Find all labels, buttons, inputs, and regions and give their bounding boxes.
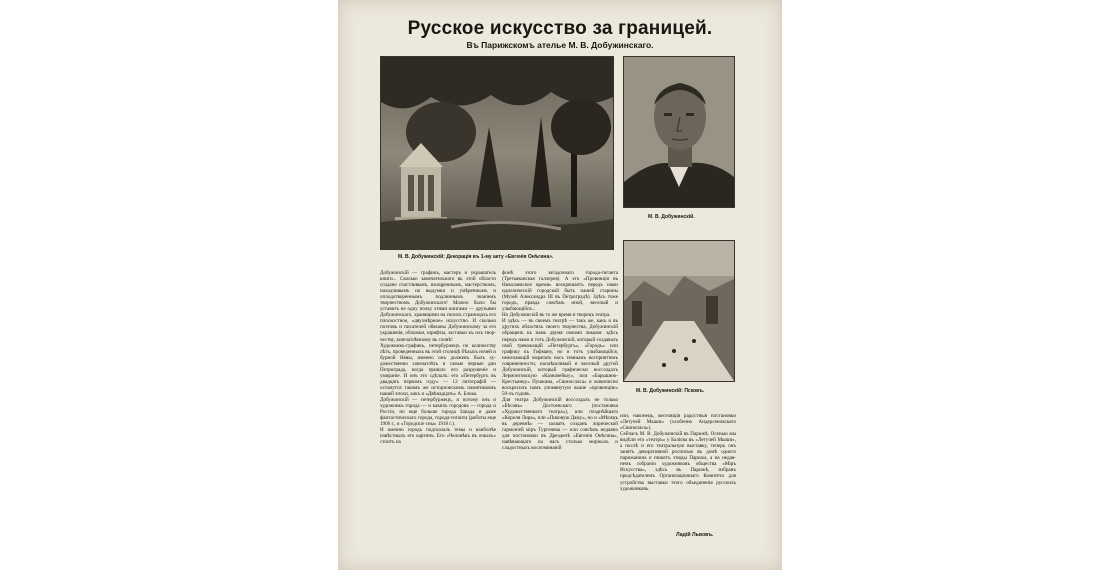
stage-decoration-image bbox=[380, 56, 614, 250]
portrait-caption: М. В. Добужинскій. bbox=[648, 214, 695, 220]
author-signature: Ладій Львовъ. bbox=[676, 532, 714, 538]
article-title: Русское искусство за границей. bbox=[407, 18, 713, 39]
article-column-1: Добужинскій — графикъ, мастеръ и украшатель книги... Сколько замечательнаго въ этой области создано счастливымъ, изощреннымъ, мастерствомъ, находчивымъ на выдумки и умѣреннымъ и оплодотвореннымъ подлиннымъ знаніемъ творчествомъ Добужинскаго! Можно было бы уставить не одну полку этими книгами — друзьями Добужинскаго, хранящими на своихъ страницахъ его плоскостное, «двухмѣрное» искусство. И сколько поэтовъ и писателей обязаны Добужинскому за его украшенія, обложки, шрифты, заставки къ ихъ творчеству, запечатлѣнному въ словѣ! Художникъ-графикъ, петербуржецъ по количеству лѣтъ, проведенныхъ въ этой столицѣ бѣлыхъ ночей и бурной Невы, именно онъ долженъ былъ художественно запечатлѣть и самые черные дни Петрограда, когда пришло его разрушеніе и умираніе. И онъ это сдѣлалъ: его «Петербургъ въ двадцать первомъ году» — 12 литографій — останутся такимъ же историческимъ памятникомъ нашей эпохи, какъ и «Двѣнадцать» А. Блока. Добужинскій — петербуржецъ, и потому онъ и художникъ города — и какихъ городовъ — города и Россіи, но еще больше города Запада и даже фантастическаго города, города-гиганта (работы еще 1906 г., и «Городскіе сны» 1918 г.). И именно городъ подсказалъ темы и наиболѣе извѣстныхъ его картинъ. Его «Человѣкъ въ очкахъ» стоитъ на bbox=[380, 270, 496, 446]
stage-decoration-caption: М. В. Добужинскій: Декорація въ 1-му акту «Евгенія Онѣгина». bbox=[398, 254, 554, 260]
article-subtitle: Въ Парижскомъ ателье М. В. Добужинскаго. bbox=[466, 40, 654, 50]
pskov-image bbox=[623, 240, 735, 382]
portrait-image bbox=[623, 56, 735, 208]
article-column-2: фонѣ этого загадочнаго города-гиганта (Третьяковская галлерея). А его «Провинція въ Николаевское время» воскрешаетъ передъ нами идиллическій городской быть нашей старины (Музей Александра III въ Петроградѣ). Здѣсь тоже городъ, правда совсѣмъ иной, веселый и улыбающійся... Но Добужинскій въ то же время и творецъ театра. И здѣсь — въ своемъ театрѣ — такъ же, какъ и въ другихъ областяхъ своего творчества, Добужинскій обращенъ къ намъ двумя своими ликами: здѣсь передъ нами и тотъ Добужинскій, который создавалъ свой тревожащій «Петербургъ», «Городъ» или графику къ Гофману, но и тотъ улыбающійся, нежелающій омрачать насъ темнымъ восприятіемъ современности, насмѣшливый и веселый другой Добужинскій, который графически воссоздалъ Лермонтовскую «Казначейшу», или «Барышню-Крестьянку» Пушкина, «Свиносласа» и живописно воскресилъ намъ упомянутую выше «провинцію» 50-хъ годовъ. Для театра Добужинскій воссоздалъ не только «Бѣсовъ» Достоевскаго (постановка «Художественнаго театра»), или позднѣйшаго «Короля Лира», или «Пиковую Даму», но и «Мѣсяцъ въ деревнѣ» — захватъ созданъ лирической гармоніей міръ Тургенева — или совсѣмъ недавно для постановки въ Дрезденѣ «Евгенія Онѣгина», навѣвающаго на насъ столько мирныхъ и сладостныхъ воспоминаній bbox=[502, 270, 618, 452]
newspaper-page bbox=[338, 0, 782, 570]
article-column-3: или, наконецъ, веселящія радостныя постановки «Летучей Мыши» (особенно Андерсеновскаго «Свинопаса»). Сейчасъ М. В. Добужинскій въ Парижѣ. Осенью мы видѣли его «театръ» у Балієва въ «Летучей Мыши», а послѣ и его театральную выставку, теперь онъ занятъ декоративной росписью въ домѣ одного парижанина и пишетъ этюды Парижа, а на недавнемъ собраніи художниковъ общества «Міръ Искусства», здѣсь въ Парижѣ, избранъ предсѣдателемъ Организаціоннаго Комитета для устройства выставки этого объединенія русскихъ художниковъ. bbox=[620, 413, 736, 492]
pskov-caption: М. В. Добужинскій: Псковъ. bbox=[636, 388, 705, 394]
